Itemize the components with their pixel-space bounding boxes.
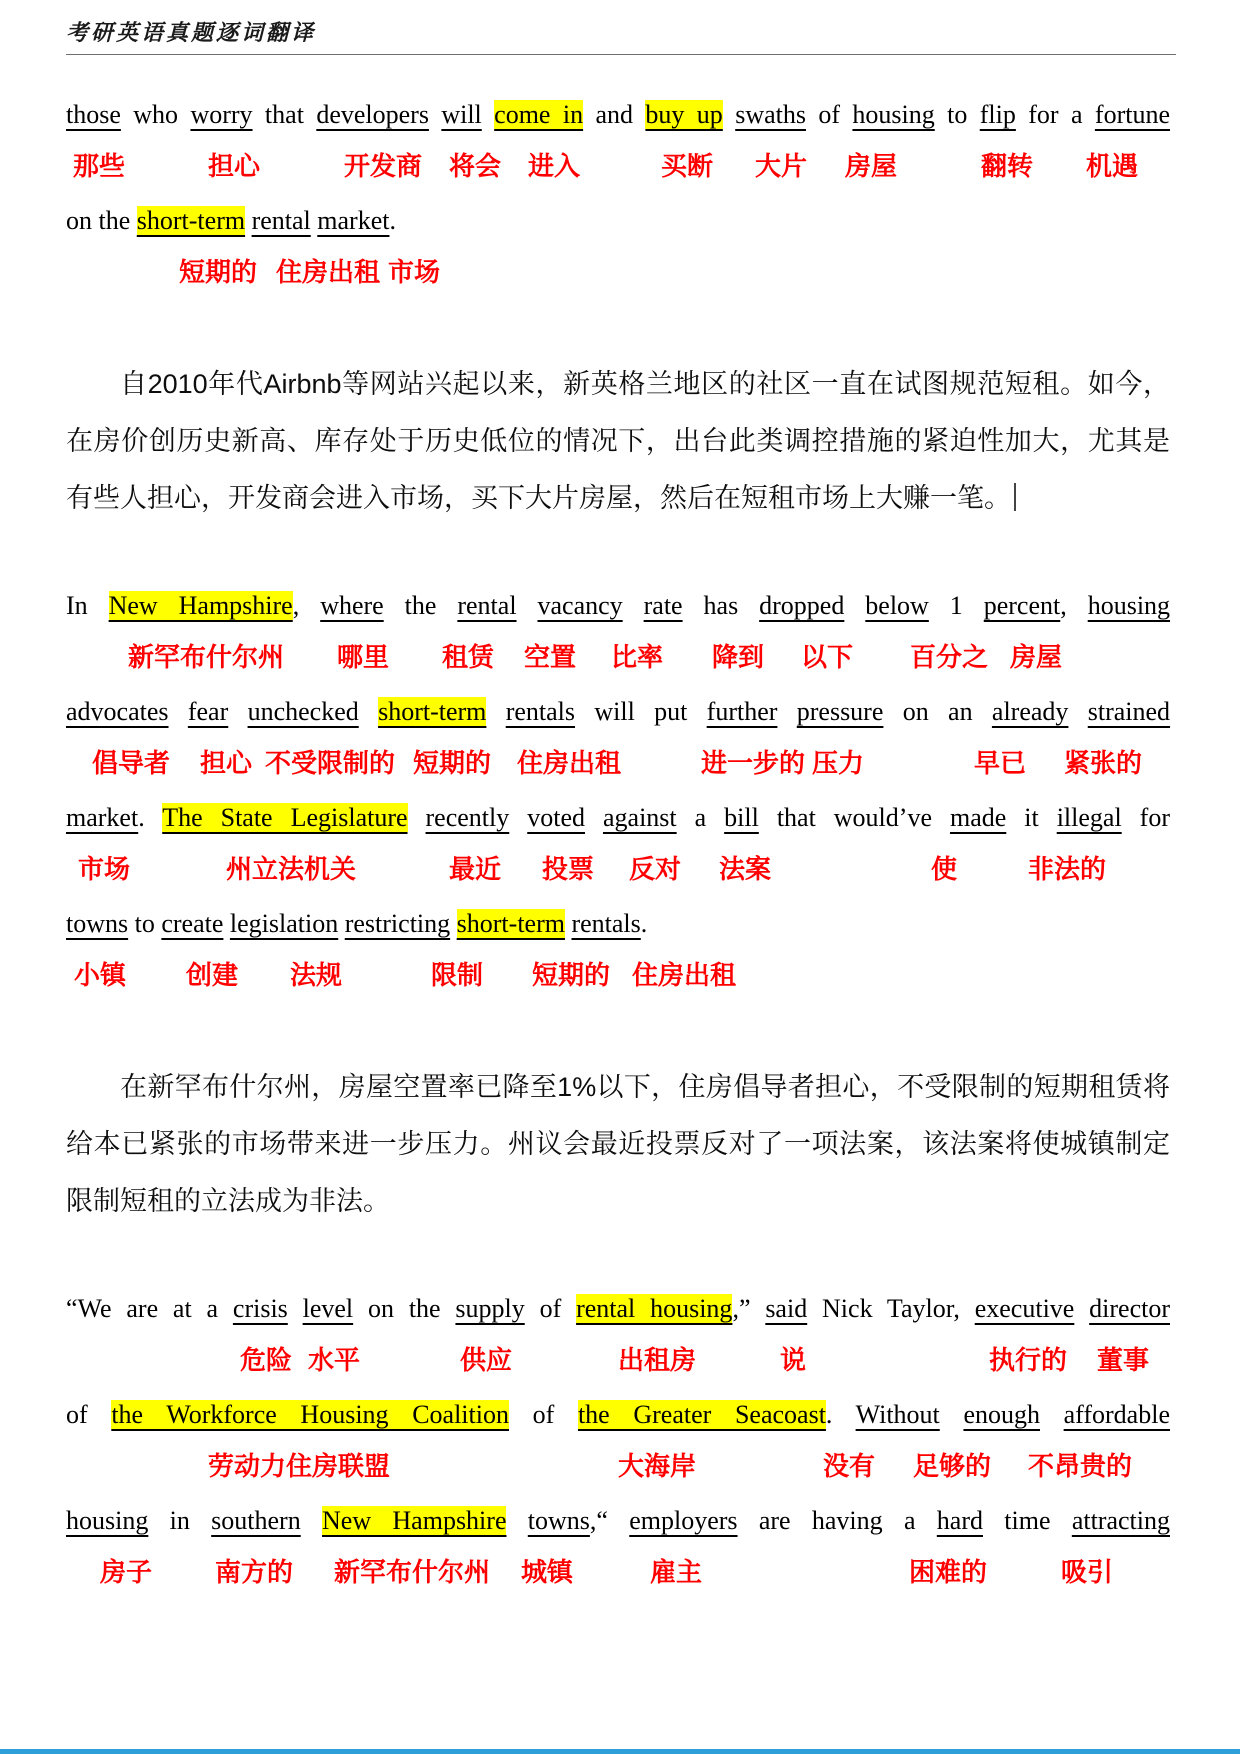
plain-text <box>450 909 457 938</box>
gloss-word: 短期的 <box>532 960 611 990</box>
gloss-word: 最近 <box>449 854 502 884</box>
vocab-term: vacancy <box>537 591 623 620</box>
highlighted-term: come in <box>494 100 584 129</box>
gloss-word: 进一步的 <box>701 748 806 778</box>
english-line <box>66 1282 1170 1335</box>
vocab-term: made <box>949 803 1007 832</box>
gloss-word: 担心 <box>208 151 261 181</box>
gloss-word: 市场 <box>78 854 131 884</box>
highlighted-term: short-term <box>456 909 565 938</box>
plain-text: are having a <box>737 1506 937 1535</box>
vocab-term: where <box>320 591 384 620</box>
vocab-term: worry <box>190 100 253 129</box>
gloss-word: 百分之 <box>910 642 989 672</box>
gloss-word: 哪里 <box>337 642 390 672</box>
vocab-term: restricting <box>344 909 451 938</box>
gloss-word: 降到 <box>712 642 765 672</box>
gloss-word: 租赁 <box>442 642 495 672</box>
gloss-word: 开发商 <box>344 151 423 181</box>
vocab-term: voted <box>527 803 585 832</box>
plain-text <box>169 697 188 726</box>
gloss-word: 出租房 <box>618 1345 697 1375</box>
highlighted-term: New Hampshire <box>322 1506 507 1535</box>
plain-text <box>1068 697 1087 726</box>
gloss-word: 比率 <box>611 642 664 672</box>
gloss-word: 紧张的 <box>1064 748 1143 778</box>
highlighted-term: short-term <box>136 206 246 235</box>
plain-text: to <box>128 909 162 938</box>
english-line <box>66 1388 1170 1441</box>
gloss-word: 法规 <box>290 960 343 990</box>
english-line <box>66 897 1170 950</box>
vocab-term: unchecked <box>247 697 359 726</box>
interlinear-block <box>66 579 1170 1003</box>
text-cursor <box>1014 483 1016 511</box>
document-body <box>66 88 1170 1600</box>
vocab-term: rental <box>251 206 311 235</box>
gloss-word: 短期的 <box>413 748 492 778</box>
gloss-word: 不昂贵的 <box>1028 1451 1133 1481</box>
vocab-term: fear <box>187 697 229 726</box>
gloss-word: 新罕布什尔州 <box>128 642 285 672</box>
gloss-word: 吸引 <box>1061 1557 1114 1587</box>
vocab-term: will <box>441 100 482 129</box>
gloss-word: 州立法机关 <box>226 854 357 884</box>
vocab-term: advocates <box>66 697 169 726</box>
plain-text: on the <box>66 206 137 235</box>
plain-text: that <box>252 100 317 129</box>
plain-text: . <box>640 909 648 938</box>
vocab-term: those <box>66 100 121 129</box>
gloss-word: 翻转 <box>981 151 1034 181</box>
plain-text: of <box>508 1400 578 1429</box>
vocab-term: against <box>602 803 677 832</box>
plain-text: for <box>1121 803 1170 832</box>
vocab-term: attracting <box>1071 1506 1170 1535</box>
vocab-term: southern <box>211 1506 301 1535</box>
gloss-word: 大片 <box>755 151 808 181</box>
plain-text <box>288 1294 303 1323</box>
plain-text: ,“ <box>589 1506 630 1535</box>
vocab-term: rate <box>643 591 683 620</box>
plain-text: on the <box>353 1294 456 1323</box>
gloss-line <box>66 950 1170 1003</box>
gloss-word: 房屋 <box>845 151 898 181</box>
plain-text <box>359 697 378 726</box>
vocab-term: legislation <box>229 909 339 938</box>
plain-text <box>517 591 538 620</box>
plain-text <box>482 100 494 129</box>
vocab-term: create <box>161 909 224 938</box>
gloss-word: 住房出租 <box>517 748 622 778</box>
plain-text: has <box>682 591 760 620</box>
gloss-word: 压力 <box>812 748 865 778</box>
gloss-word: 倡导者 <box>92 748 171 778</box>
vocab-term: level <box>302 1294 354 1323</box>
vocab-term: recently <box>425 803 510 832</box>
gloss-word: 限制 <box>431 960 484 990</box>
plain-text <box>1074 1294 1089 1323</box>
english-line <box>66 194 1170 247</box>
gloss-word: 小镇 <box>74 960 127 990</box>
plain-text: who <box>120 100 191 129</box>
plain-text: to <box>934 100 980 129</box>
plain-text: . <box>825 1400 856 1429</box>
gloss-word: 担心 <box>200 748 253 778</box>
gloss-word: 市场 <box>388 257 441 287</box>
vocab-term: Without <box>855 1400 940 1429</box>
vocab-term: illegal <box>1056 803 1122 832</box>
highlighted-term: The State Legislature <box>162 803 408 832</box>
gloss-word: 董事 <box>1097 1345 1150 1375</box>
plain-text <box>940 1400 964 1429</box>
plain-text <box>408 803 426 832</box>
gloss-word: 以下 <box>801 642 854 672</box>
english-line <box>66 1494 1170 1547</box>
gloss-line <box>66 632 1170 685</box>
plain-text: that would’ve <box>758 803 950 832</box>
vocab-term: crisis <box>232 1294 288 1323</box>
plain-text: it <box>1006 803 1057 832</box>
gloss-word: 买断 <box>661 151 714 181</box>
gloss-word: 法案 <box>719 854 772 884</box>
gloss-word: 困难的 <box>909 1557 988 1587</box>
document-title: 考研英语真题逐词翻译 <box>66 20 317 45</box>
gloss-word: 机遇 <box>1086 151 1139 181</box>
vocab-term: dropped <box>759 591 845 620</box>
gloss-line <box>66 247 1170 300</box>
vocab-term: flip <box>979 100 1016 129</box>
plain-text: of <box>524 1294 577 1323</box>
gloss-word: 投票 <box>542 854 595 884</box>
highlighted-term: rental housing <box>576 1294 733 1323</box>
plain-text: In <box>66 591 109 620</box>
gloss-line <box>66 844 1170 897</box>
vocab-term: bill <box>724 803 759 832</box>
gloss-word: 雇主 <box>650 1557 703 1587</box>
gloss-line <box>66 1335 1170 1388</box>
header-rule <box>66 54 1176 55</box>
gloss-word: 城镇 <box>521 1557 574 1587</box>
gloss-word: 空置 <box>524 642 577 672</box>
plain-text: , <box>292 591 321 620</box>
chinese-paragraph: 自2010年代Airbnb等网站兴起以来，新英格兰地区的社区一直在试图规范短租。如今，在房价创历史新高、库存处于历史低位的情况下，出台此类调控措施的紧迫性加大，尤其是有些人担心，开发商会进入市场，买下大片房屋，然后在短租市场上大赚一笔。 <box>66 369 1170 513</box>
vocab-term: developers <box>316 100 429 129</box>
plain-text: for a <box>1015 100 1095 129</box>
vocab-term: housing <box>66 1506 149 1535</box>
gloss-word: 大海岸 <box>618 1451 697 1481</box>
highlighted-term: the Workforce Housing Coalition <box>111 1400 509 1429</box>
gloss-word: 劳动力住房联盟 <box>208 1451 391 1481</box>
vocab-term: employers <box>629 1506 738 1535</box>
gloss-word: 反对 <box>629 854 682 884</box>
highlighted-term: short-term <box>378 697 487 726</box>
footer-bar <box>0 1749 1240 1754</box>
plain-text: time <box>983 1506 1072 1535</box>
plain-text: the <box>383 591 458 620</box>
gloss-word: 水平 <box>308 1345 361 1375</box>
interlinear-block <box>66 1282 1170 1600</box>
gloss-word: 创建 <box>186 960 239 990</box>
plain-text: in <box>148 1506 212 1535</box>
vocab-term: executive <box>974 1294 1075 1323</box>
vocab-term: supply <box>455 1294 525 1323</box>
highlighted-term: the Greater Seacoast <box>577 1400 826 1429</box>
vocab-term: towns <box>66 909 129 938</box>
gloss-word: 没有 <box>823 1451 876 1481</box>
english-line <box>66 685 1170 738</box>
plain-text <box>777 697 796 726</box>
highlighted-term: buy up <box>645 100 723 129</box>
gloss-line <box>66 738 1170 791</box>
vocab-term: market <box>317 206 390 235</box>
gloss-word: 房子 <box>100 1557 153 1587</box>
plain-text <box>844 591 865 620</box>
plain-text: and <box>583 100 646 129</box>
plain-text: ,” <box>732 1294 766 1323</box>
gloss-word: 将会 <box>449 151 502 181</box>
plain-text: . <box>138 803 163 832</box>
gloss-word: 足够的 <box>913 1451 992 1481</box>
vocab-term: percent <box>983 591 1061 620</box>
chinese-paragraph: 在新罕布什尔州，房屋空置率已降至1%以下，住房倡导者担心，不受限制的短期租赁将给本已紧张的市场带来进一步压力。州议会最近投票反对了一项法案，该法案将使城镇制定限制短租的立法成为非法。 <box>66 1072 1170 1216</box>
gloss-word: 住房出租 <box>632 960 737 990</box>
vocab-term: market <box>66 803 139 832</box>
vocab-term: already <box>991 697 1069 726</box>
document-header <box>0 0 1240 55</box>
gloss-word: 进入 <box>528 151 581 181</box>
plain-text <box>429 100 441 129</box>
vocab-term: enough <box>963 1400 1040 1429</box>
vocab-term: affordable <box>1063 1400 1170 1429</box>
plain-text: of <box>805 100 853 129</box>
plain-text <box>301 1506 322 1535</box>
vocab-term: towns <box>527 1506 590 1535</box>
vocab-term: rental <box>457 591 517 620</box>
english-line <box>66 579 1170 632</box>
gloss-word: 使 <box>931 854 958 884</box>
gloss-word: 住房出租 <box>276 257 381 287</box>
plain-text: of <box>66 1400 112 1429</box>
english-line <box>66 791 1170 844</box>
plain-text <box>1040 1400 1064 1429</box>
gloss-word: 房屋 <box>1010 642 1063 672</box>
gloss-word: 那些 <box>73 151 126 181</box>
vocab-term: director <box>1089 1294 1170 1323</box>
gloss-word: 短期的 <box>179 257 258 287</box>
plain-text: a <box>676 803 725 832</box>
vocab-term: further <box>706 697 778 726</box>
vocab-term: strained <box>1087 697 1171 726</box>
gloss-line <box>66 1441 1170 1494</box>
plain-text: Nick Taylor, <box>807 1294 975 1323</box>
gloss-word: 执行的 <box>989 1345 1068 1375</box>
gloss-line <box>66 1547 1170 1600</box>
vocab-term: housing <box>852 100 935 129</box>
plain-text: on an <box>883 697 992 726</box>
highlighted-term: New Hampshire <box>108 591 293 620</box>
plain-text: . <box>389 206 396 235</box>
vocab-term: below <box>865 591 929 620</box>
interlinear-block <box>66 88 1170 300</box>
plain-text: “We are at a <box>66 1294 233 1323</box>
gloss-word: 早已 <box>974 748 1027 778</box>
gloss-word: 供应 <box>460 1345 513 1375</box>
gloss-word: 新罕布什尔州 <box>334 1557 491 1587</box>
vocab-term: hard <box>936 1506 983 1535</box>
plain-text <box>486 697 505 726</box>
plain-text <box>623 591 644 620</box>
vocab-term: rentals <box>571 909 641 938</box>
gloss-word: 非法的 <box>1028 854 1107 884</box>
gloss-word: 危险 <box>240 1345 293 1375</box>
plain-text <box>723 100 735 129</box>
plain-text <box>228 697 247 726</box>
gloss-word: 南方的 <box>215 1557 294 1587</box>
vocab-term: fortune <box>1094 100 1170 129</box>
plain-text <box>506 1506 527 1535</box>
english-line <box>66 88 1170 141</box>
plain-text <box>509 803 527 832</box>
vocab-term: pressure <box>796 697 884 726</box>
gloss-line <box>66 141 1170 194</box>
vocab-term: housing <box>1087 591 1171 620</box>
gloss-word: 说 <box>780 1345 807 1375</box>
plain-text <box>585 803 603 832</box>
vocab-term: said <box>765 1294 808 1323</box>
gloss-word: 不受限制的 <box>265 748 396 778</box>
plain-text: , <box>1060 591 1088 620</box>
plain-text: 1 <box>928 591 984 620</box>
vocab-term: swaths <box>735 100 806 129</box>
plain-text: will put <box>575 697 707 726</box>
vocab-term: rentals <box>505 697 576 726</box>
